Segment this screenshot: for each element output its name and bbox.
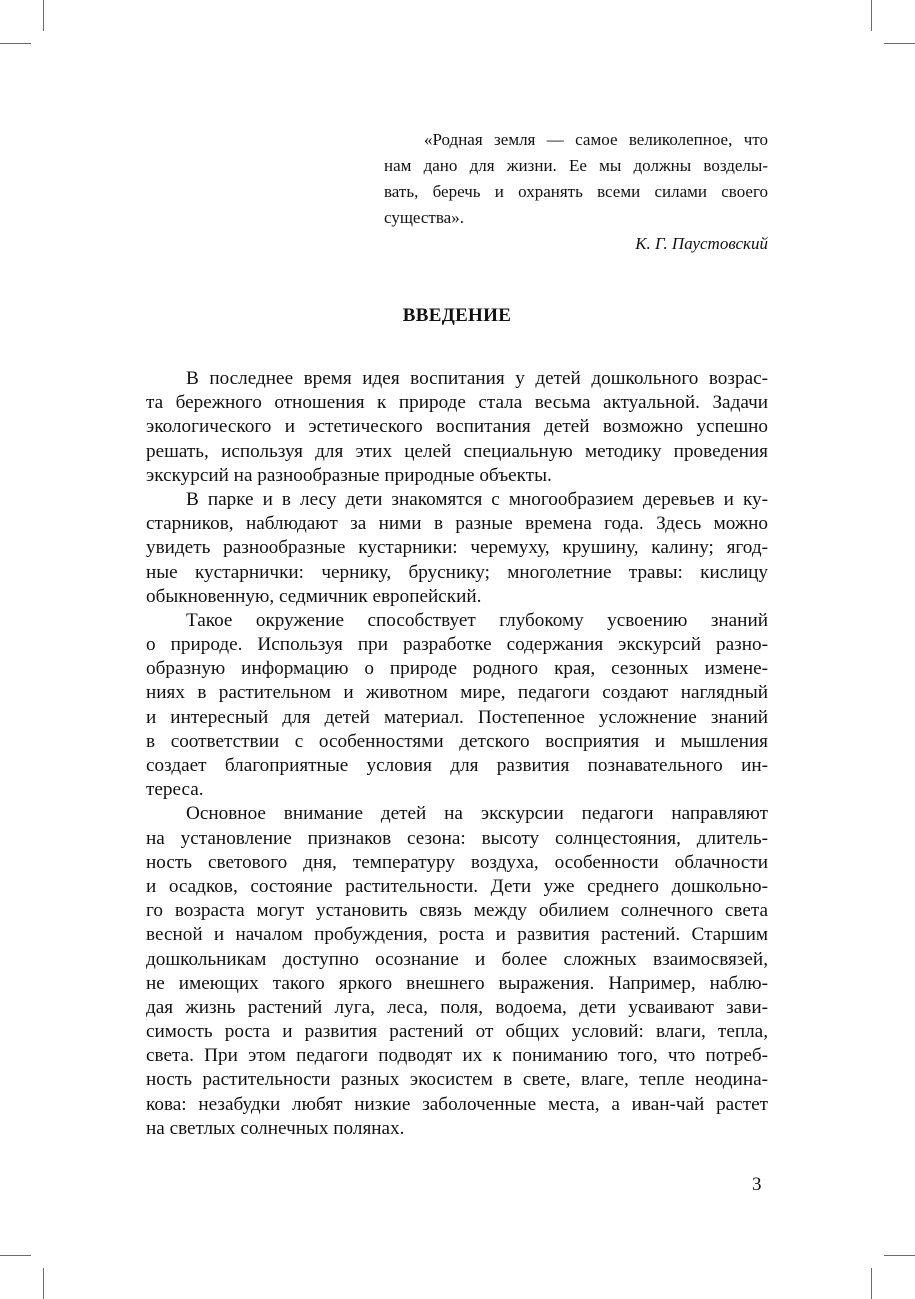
paragraph	[146, 367, 768, 488]
epigraph-author: К. Г. Паустовский	[635, 234, 768, 253]
crop-mark-bottom-left-horizontal	[0, 1255, 31, 1256]
text-line: ность светового дня, температуру воздуха, особенности облачности	[146, 851, 768, 873]
paragraph	[146, 609, 768, 803]
text-line: света. При этом педагоги подводят их к пониманию того, что потреб-	[146, 1045, 768, 1067]
text-line: тереса.	[146, 779, 204, 801]
text-line: ниях в растительном и животном мире, педагоги создают наглядный	[146, 682, 768, 704]
page-number: 3	[752, 1174, 762, 1195]
paragraph	[146, 488, 768, 609]
crop-mark-top-right-horizontal	[884, 43, 915, 44]
crop-mark-top-left-horizontal	[0, 43, 31, 44]
crop-mark-top-left-vertical	[43, 0, 44, 31]
text-line: экологического и эстетического воспитания детей возможно успешно	[146, 416, 768, 438]
crop-mark-bottom-left-vertical	[43, 1268, 44, 1299]
text-line: кова: незабудки любят низкие заболоченные места, а иван-чай растет	[146, 1093, 768, 1115]
text-line: старников, наблюдают за ними в разные времена года. Здесь можно	[146, 513, 768, 535]
text-line: образную информацию о природе родного края, сезонных измене-	[146, 658, 768, 680]
text-line: и осадков, состояние растительности. Дети уже среднего дошкольно-	[146, 875, 768, 897]
crop-mark-bottom-right-vertical	[871, 1268, 872, 1299]
epigraph	[384, 127, 768, 257]
text-line: увидеть разнообразные кустарники: черемуху, крушину, калину; ягод-	[146, 537, 768, 559]
epigraph-line: существа».	[384, 208, 464, 227]
text-line: создает благоприятные условия для развития познавательного ин-	[146, 755, 768, 776]
crop-mark-bottom-right-horizontal	[884, 1255, 915, 1256]
text-line: ные кустарнички: чернику, бруснику; многолетние травы: кислицу	[146, 561, 768, 583]
epigraph-line: «Родная земля — самое великолепное, что	[424, 130, 768, 149]
epigraph-line: вать, беречь и охранять всеми силами своего	[384, 182, 768, 201]
text-line: ность растительности разных экосистем в свете, влаге, тепле неодина-	[146, 1069, 768, 1091]
text-line: не имеющих такого яркого внешнего выражения. Например, наблю-	[146, 972, 768, 994]
text-line: дая жизнь растений луга, леса, поля, водоема, дети усваивают зави-	[146, 996, 768, 1018]
text-line: о природе. Используя при разработке содержания экскурсий разно-	[146, 634, 768, 656]
text-line: та бережного отношения к природе стала весьма актуальной. Задачи	[146, 392, 768, 414]
text-line: на светлых солнечных полянах.	[146, 1117, 405, 1139]
epigraph-line: нам дано для жизни. Ее мы должны возделы-	[384, 156, 768, 175]
text-line: симость роста и развития растений от общих условий: влаги, тепла,	[146, 1021, 768, 1043]
text-line: и интересный для детей материал. Постепенное усложнение знаний	[146, 706, 768, 728]
section-title: ВВЕДЕНИЕ	[402, 305, 512, 326]
text-line: весной и началом пробуждения, роста и развития растений. Старшим	[146, 924, 768, 946]
text-line: решать, используя для этих целей специальную методику проведения	[146, 440, 768, 462]
text-line: В последнее время идея воспитания у детей дошкольного возрас-	[186, 368, 768, 389]
text-line: Такое окружение способствует глубокому усвоению знаний	[186, 609, 768, 631]
paragraph	[146, 802, 768, 1141]
body-text	[146, 367, 768, 1141]
text-line: дошкольникам доступно осознание и более сложных взаимосвязей,	[146, 948, 768, 970]
text-line: экскурсий на разнообразные природные объекты.	[146, 464, 552, 486]
text-line: обыкновенную, седмичник европейский.	[146, 585, 482, 607]
text-line: на установление признаков сезона: высоту солнцестояния, длитель-	[146, 827, 768, 849]
text-line: в соответствии с особенностями детского восприятия и мышления	[146, 730, 768, 752]
text-line: го возраста могут установить связь между обилием солнечного света	[146, 900, 768, 922]
crop-mark-top-right-vertical	[871, 0, 872, 31]
text-line: Основное внимание детей на экскурсии педагоги направляют	[186, 803, 768, 825]
text-line: В парке и в лесу дети знакомятся с многообразием деревьев и ку-	[186, 488, 768, 510]
